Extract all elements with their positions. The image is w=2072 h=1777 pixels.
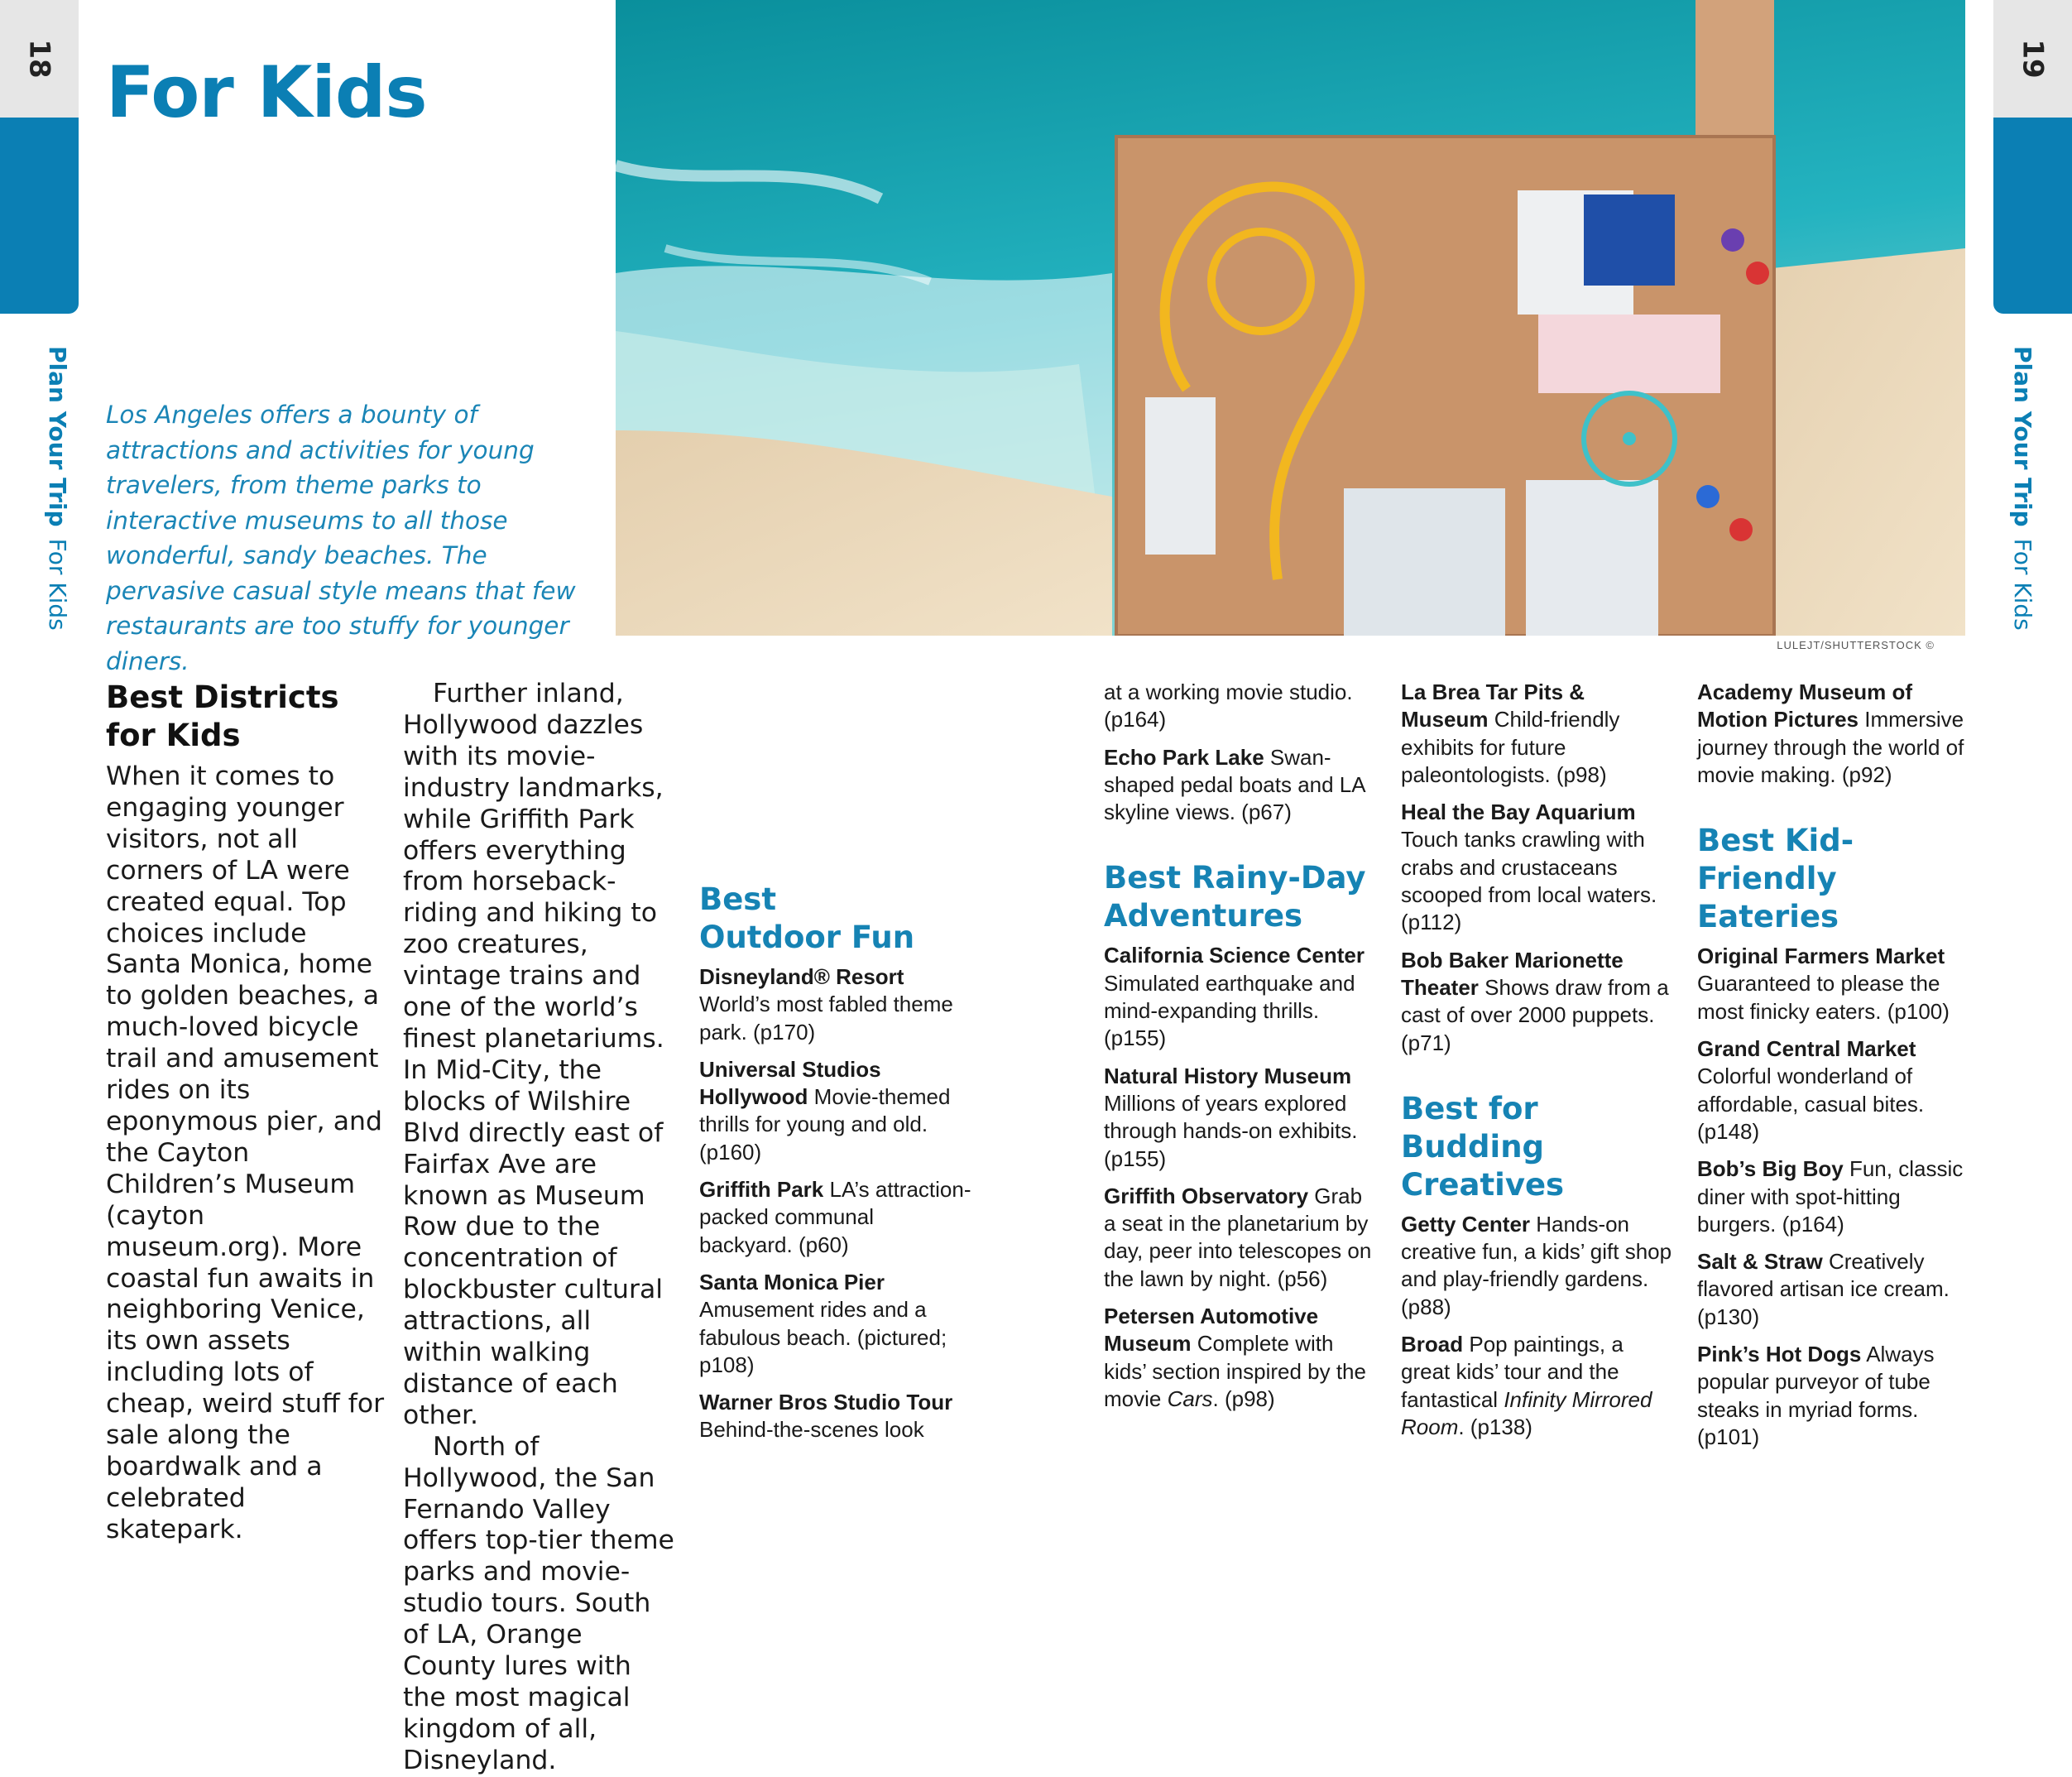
outdoor-item-name: Universal Studios Hollywood: [699, 1056, 881, 1110]
outdoor-item-name: Santa Monica Pier: [699, 1269, 885, 1294]
creatives-item: Broad Pop paintings, a great kids’ tour and the fantastical Infinity Mirrored Room. (p138): [1401, 1332, 1652, 1439]
rainy-item-name: Griffith Observatory: [1104, 1183, 1309, 1208]
rainy-item: [1401, 947, 1674, 1057]
creatives-list: [1401, 1211, 1674, 1441]
creatives-item-name: Getty Center: [1401, 1211, 1531, 1237]
rainy-item: [1104, 1063, 1377, 1173]
column-4: [1104, 679, 1377, 1423]
eateries-heading-line1: Best Kid-: [1697, 823, 1854, 859]
eateries-item-name: Pink’s Hot Dogs: [1697, 1342, 1862, 1367]
eateries-item-desc: Creatively flavored artisan ice cream. (p130): [1697, 1249, 1950, 1329]
page-number-right: [1993, 0, 2072, 118]
districts-paragraph-3-continued: [699, 679, 972, 881]
outdoor-item-name: Disneyland® Resort: [699, 964, 904, 989]
column-3: [699, 679, 972, 1454]
outdoor-item-desc: Behind-the-scenes look: [699, 1417, 924, 1443]
eateries-item-name: Bob’s Big Boy: [1697, 1156, 1844, 1182]
creatives-item-desc: Hands-on creative fun, a kids’ gift shop and play-friendly gardens. (p88): [1401, 1211, 1672, 1319]
side-label-left: [39, 346, 77, 677]
creatives-heading-line1: Best for Budding: [1401, 1090, 1545, 1165]
side-label-right: [2004, 346, 2042, 677]
creatives-item-desc: Immersive journey through the world of movie making. (p92): [1697, 707, 1964, 787]
page-number-right-text: 19: [2016, 39, 2050, 79]
outdoor-heading: [699, 881, 972, 957]
chapter-tab-right: [1993, 118, 2072, 314]
outdoor-extra-name: Echo Park Lake: [1104, 744, 1264, 770]
creatives-item: [1401, 1211, 1674, 1321]
creatives-item-name: Broad: [1401, 1332, 1464, 1357]
rainy-item-name: Bob Baker Marionette Theater: [1401, 947, 1624, 1000]
rainy-item-desc: Child-friendly exhibits for future paleontologists. (p98): [1401, 707, 1620, 787]
creatives-heading: [1401, 1090, 1674, 1204]
rainy-item: [1401, 799, 1674, 936]
outdoor-item-name: Warner Bros Studio Tour: [699, 1390, 953, 1415]
rainy-item-name: California Science Center: [1104, 943, 1365, 968]
rainy-heading-line2: Adventures: [1104, 898, 1303, 934]
outdoor-heading-line1: Best: [699, 881, 777, 917]
eateries-heading: [1697, 822, 1970, 936]
creatives-item-desc: Pop paintings, a great kids’ tour and the fantastical: [1401, 1332, 1624, 1412]
rainy-item-name: Heal the Bay Aquarium: [1401, 800, 1636, 825]
rainy-list-continued: [1401, 679, 1674, 1057]
rainy-item-desc: Complete with kids’ section inspired by the movie: [1104, 1331, 1366, 1411]
outdoor-item: [699, 1269, 972, 1379]
eateries-item-name: Salt & Straw: [1697, 1249, 1823, 1275]
creatives-item: [1697, 679, 1970, 789]
side-label-section: Plan Your Trip: [2009, 346, 2037, 527]
intro-paragraph: Los Angeles offers a bounty of attractions and activities for young travelers, from theme parks to interactive museums to all those wonderful, sandy beaches. The pervasive casual style means that few restaurants are too stuffy for younger diners.: [106, 401, 576, 675]
districts-paragraph-3: North of Hollywood, the San Fernando Valley offers top-tier theme parks and movie-studio tours. South of LA, Orange County lures with the most magical kingdom of all, Disneyland.: [403, 1431, 674, 1775]
side-label-section: Plan Your Trip: [44, 346, 72, 527]
outdoor-item-name: Griffith Park: [699, 1177, 824, 1203]
eateries-heading-line2: Friendly Eateries: [1697, 861, 1839, 935]
rainy-item-name: Petersen Automotive Museum: [1104, 1304, 1319, 1357]
column-2: [403, 679, 678, 1777]
outdoor-item: [699, 1389, 972, 1444]
outdoor-heading-line2: Outdoor Fun: [699, 920, 915, 955]
rainy-item: [1401, 679, 1674, 789]
rainy-item-name: La Brea Tar Pits & Museum: [1401, 680, 1585, 732]
rainy-heading: [1104, 859, 1377, 935]
eateries-list: [1697, 943, 1970, 1451]
eateries-item: [1697, 1341, 1970, 1451]
rainy-item-desc: Simulated earthquake and mind-expanding thrills. (p155): [1104, 970, 1355, 1051]
aerial-pier-photo: [616, 0, 1965, 636]
eateries-item-desc: Always popular purveyor of tube steaks in myriad forms. (p101): [1697, 1342, 1935, 1449]
rainy-heading-line1: Best Rainy-Day: [1104, 860, 1366, 896]
eateries-item-desc: Guaranteed to please the most finicky eaters. (p100): [1697, 971, 1950, 1024]
creatives-item-name: Academy Museum of Motion Pictures: [1697, 680, 1913, 732]
eateries-item-desc: Colorful wonderland of affordable, casual bites. (p148): [1697, 1064, 1925, 1144]
eateries-item: [1697, 1035, 1970, 1145]
creatives-heading-line2: Creatives: [1401, 1166, 1565, 1203]
eateries-item: [1697, 1155, 1970, 1238]
eateries-item-name: Grand Central Market: [1697, 1036, 1916, 1062]
rainy-list: [1104, 942, 1377, 1413]
column-1: [106, 679, 387, 1546]
page-title: For Kids: [106, 51, 427, 134]
side-label-chapter: For Kids: [44, 538, 72, 631]
rainy-item-desc: Millions of years explored through hands-on exhibits. (p155): [1104, 1090, 1358, 1171]
outdoor-item-desc: World’s most fabled theme park. (p170): [699, 992, 953, 1045]
outdoor-item-desc: Movie-themed thrills for young and old. (p160): [699, 1084, 951, 1165]
chapter-tab-left: [0, 118, 79, 314]
eateries-item-name: Original Farmers Market: [1697, 944, 1945, 969]
eateries-item: [1697, 943, 1970, 1025]
outdoor-item-desc: LA’s attraction-packed communal backyard. (p60): [699, 1177, 971, 1257]
column-6: [1697, 679, 1970, 1461]
eateries-item-desc: Fun, classic diner with spot-hitting burgers. (p164): [1697, 1156, 1964, 1237]
districts-paragraph-1: When it comes to engaging younger visitors, not all corners of LA were created equal. Top choices include Santa Monica, home to golden beaches, a much-loved bicycle trail and amusement rides on its eponymous pier, and the Cayton Children’s Museum (cayton museum.org). More coastal fun awaits in neighboring Venice, its own assets including lots of cheap, weird stuff for sale along the boardwalk and a celebrated skatepark.: [106, 761, 385, 1544]
eateries-item: [1697, 1248, 1970, 1331]
rainy-item-desc: Shows draw from a cast of over 2000 puppets. (p71): [1401, 974, 1669, 1055]
rainy-item: [1104, 1183, 1377, 1293]
photo-credit: LULEJT/SHUTTERSTOCK ©: [1777, 639, 1935, 651]
column-5: [1401, 679, 1674, 1451]
creatives-item-title: Infinity Mirrored Room: [1401, 1386, 1652, 1439]
outdoor-item: [699, 1176, 972, 1259]
outdoor-extra-desc: Swan-shaped pedal boats and LA skyline views. (p67): [1104, 744, 1365, 825]
rainy-item: Petersen Automotive Museum Complete with kids’ section inspired by the movie Cars. (p98): [1104, 1304, 1366, 1411]
creatives-list-continued: [1697, 679, 1970, 789]
outdoor-list: [699, 963, 972, 1444]
page-number-left-text: 18: [22, 39, 56, 79]
rainy-item-title: Cars: [1167, 1386, 1213, 1411]
rainy-item-desc: Grab a seat in the planetarium by day, peer into telescopes on the lawn by night. (p56): [1104, 1183, 1372, 1291]
districts-paragraph-2: Further inland, Hollywood dazzles with its movie-industry landmarks, while Griffith Park offers everything from horseback-riding and hiking to zoo creatures, vintage trains and one of the world’s finest planetariums. In Mid-City, the blocks of Wilshire Blvd directly east of Fairfax Ave are known as Museum Row due to the concentration of blockbuster cultural attractions, all within walking distance of each other.: [403, 679, 664, 1430]
outdoor-item: [699, 1056, 972, 1166]
outdoor-item-desc: Amusement rides and a fabulous beach. (pictured; p108): [699, 1297, 947, 1377]
side-label-chapter: For Kids: [2009, 538, 2037, 631]
rainy-item: [1104, 942, 1377, 1052]
page-number-left: [0, 0, 79, 118]
rainy-item-desc: Touch tanks crawling with crabs and crustaceans scooped from local waters. (p112): [1401, 827, 1657, 935]
outdoor-item: [699, 963, 972, 1046]
rainy-item-name: Natural History Museum: [1104, 1063, 1352, 1088]
outdoor-item-continuation: at a working movie studio. (p164): [1104, 680, 1353, 732]
districts-heading: Best Districts for Kids: [106, 680, 339, 753]
outdoor-item-extra: [1104, 744, 1377, 827]
